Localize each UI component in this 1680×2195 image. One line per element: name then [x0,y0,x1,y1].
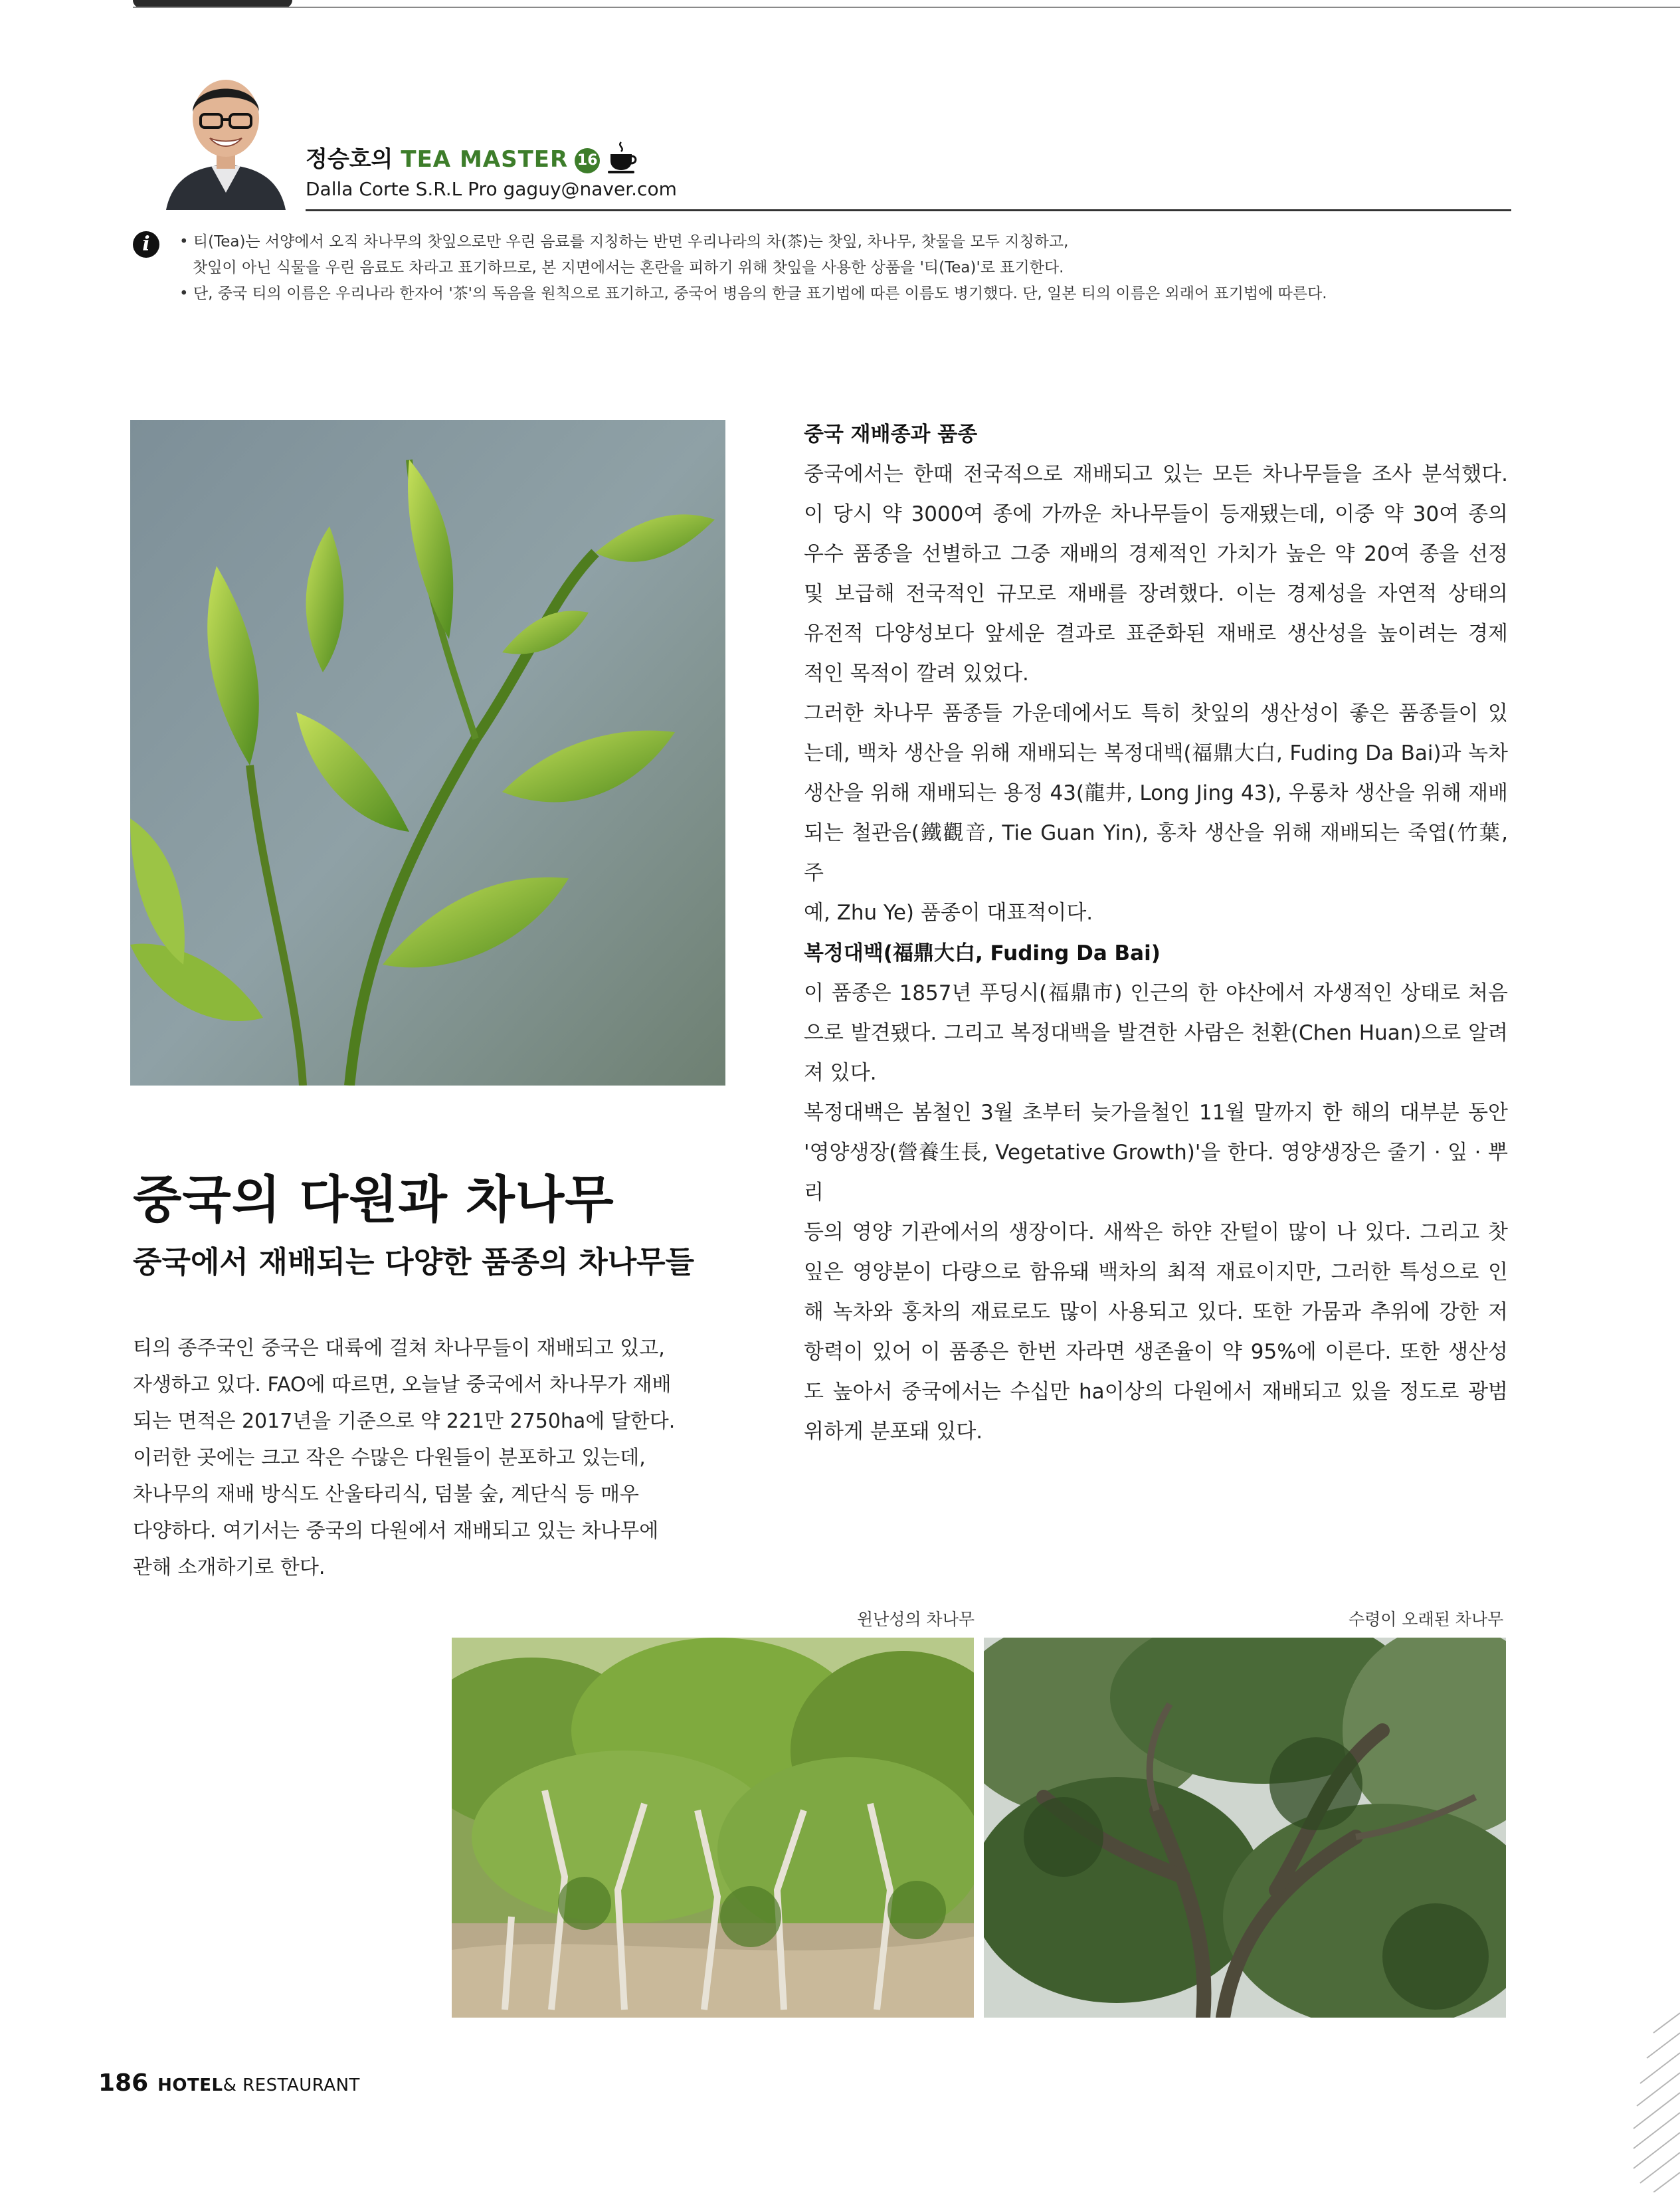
issue-number-badge: 16 [575,148,600,173]
column-header [306,141,637,180]
header-divider [306,209,1511,211]
body-line: 등의 영양 기관에서의 생장이다. 새싹은 하얀 잔털이 많이 나 있다. 그리고 찻 [804,1220,1508,1244]
body-line: 생산을 위해 재배되는 용정 43(龍井, Long Jing 43), 우롱차 생산을 위해 재배 [804,781,1508,805]
top-divider [133,7,1680,8]
body-line: 및 보급해 전국적인 규모로 재배를 장려했다. 이는 경제성을 자연적 상태의 [804,582,1508,606]
body-line: 유전적 다양성보다 앞세운 결과로 표준화된 재배로 생산성을 높이려는 경제 [804,622,1508,646]
section-cultivars [804,415,1508,933]
author-portrait [159,60,292,210]
author-info: Dalla Corte S.R.L Pro gaguy@naver.com [306,178,677,200]
author-name: 정승호의 [306,146,393,173]
info-icon: i [133,231,159,258]
intro-line: 되는 면적은 2017년을 기준으로 약 221만 2750ha에 달한다. [133,1410,676,1433]
intro-line: 관해 소개하기로 한다. [133,1556,326,1579]
column-name: TEA MASTER [401,146,569,173]
article-subtitle: 중국에서 재배되는 다양한 품종의 차나무들 [133,1244,695,1280]
section-heading: 복정대백(福鼎大白, Fuding Da Bai) [804,941,1161,965]
body-line: 는데, 백차 생산을 위해 재배되는 복정대백(福鼎大白, Fuding Da Bai)과 녹차 [804,741,1508,765]
note-line: • 티(Tea)는 서양에서 오직 차나무의 찻잎으로만 우린 음료를 지칭하는 반면 우리나라의 차(茶)는 찻잎, 차나무, 찻물을 모두 지칭하고, [179,233,1069,250]
body-line: 잎은 영양분이 다량으로 함유돼 백차의 최적 재료이지만, 그러한 특성으로 인 [804,1260,1508,1284]
tea-cup-icon [608,141,637,180]
article-title: 중국의 다원과 차나무 [133,1170,614,1229]
intro-line: 차나무의 재배 방식도 산울타리식, 덤불 숲, 계단식 등 매우 [133,1483,639,1506]
page-number: 186 [98,2069,149,2097]
body-line: 항력이 있어 이 품종은 한번 자라면 생존율이 약 95%에 이른다. 또한 생산성 [804,1340,1508,1364]
intro-line: 다양하다. 여기서는 중국의 다원에서 재배되고 있는 차나무에 [133,1519,659,1543]
magazine-name-rest: & RESTAURANT [223,2075,360,2095]
body-line: 그러한 차나무 품종들 가운데에서도 특히 찻잎의 생산성이 좋은 품종들이 있 [804,702,1508,725]
editorial-notes [179,229,1508,307]
body-line: 져 있다. [804,1061,877,1085]
corner-hatch-decoration [1627,2006,1680,2192]
old-tea-tree-photo [984,1638,1506,2018]
intro-line: 이러한 곳에는 크고 작은 수많은 다원들이 분포하고 있는데, [133,1446,646,1470]
body-line: 해 녹차와 홍차의 재료로도 많이 사용되고 있다. 또한 가뭄과 추위에 강한 저 [804,1300,1508,1324]
intro-line: 티의 종주국인 중국은 대륙에 걸쳐 차나무들이 재배되고 있고, [133,1337,665,1360]
body-line: 으로 발견됐다. 그리고 복정대백을 발견한 사람은 천환(Chen Huan)으로 알려 [804,1021,1508,1045]
body-line: 위하게 분포돼 있다. [804,1420,983,1444]
note-line: • 단, 중국 티의 이름은 우리나라 한자어 '茶'의 독음을 원칙으로 표기하고, 중국어 병음의 한글 표기법에 따른 이름도 병기했다. 단, 일본 티의 이름은 외래어 표기법에 따른다. [179,285,1327,302]
body-line: 되는 철관음(鐵觀音, Tie Guan Yin), 홍차 생산을 위해 재배되는 죽엽(竹葉, 주 [804,821,1508,885]
caption-left: 윈난성의 차나무 [857,1610,975,1629]
body-line: 이 품종은 1857년 푸딩시(福鼎市) 인근의 한 야산에서 자생적인 상태로 처음 [804,981,1508,1005]
body-line: 도 높아서 중국에서는 수십만 ha이상의 다원에서 재배되고 있을 정도로 광범 [804,1380,1508,1404]
section-heading: 중국 재배종과 품종 [804,423,978,446]
body-line: 우수 품종을 선별하고 그중 재배의 경제적인 가치가 높은 약 20여 종을 선정 [804,542,1508,566]
body-line: 이 당시 약 3000여 종에 가까운 차나무들이 등재됐는데, 이중 약 30여 종의 [804,502,1508,526]
section-fuding-da-bai [804,933,1508,1452]
body-line: 예, Zhu Ye) 품종이 대표적이다. [804,901,1093,925]
magazine-name [157,2075,360,2095]
body-line: 중국에서는 한때 전국적으로 재배되고 있는 모든 차나무들을 조사 분석했다. [804,462,1508,486]
tea-leaf-photo [130,420,725,1086]
article-intro [133,1330,717,1586]
magazine-name-bold: HOTEL [157,2075,223,2095]
caption-right: 수령이 오래된 차나무 [1349,1610,1504,1629]
body-line: '영양생장(營養生長, Vegetative Growth)'을 한다. 영양생장은 줄기 · 잎 · 뿌리 [804,1141,1508,1204]
intro-line: 자생하고 있다. FAO에 따르면, 오늘날 중국에서 차나무가 재배 [133,1373,672,1396]
body-line: 복정대백은 봄철인 3월 초부터 늦가을철인 11월 말까지 한 해의 대부분 동안 [804,1101,1508,1125]
yunnan-tea-tree-photo [452,1638,974,2018]
note-line: 찻잎이 아닌 식물을 우린 음료도 차라고 표기하므로, 본 지면에서는 혼란을 피하기 위해 찻잎을 사용한 상품을 '티(Tea)'로 표기한다. [193,259,1064,276]
page-footer [98,2069,360,2097]
body-line: 적인 목적이 깔려 있었다. [804,662,1029,686]
